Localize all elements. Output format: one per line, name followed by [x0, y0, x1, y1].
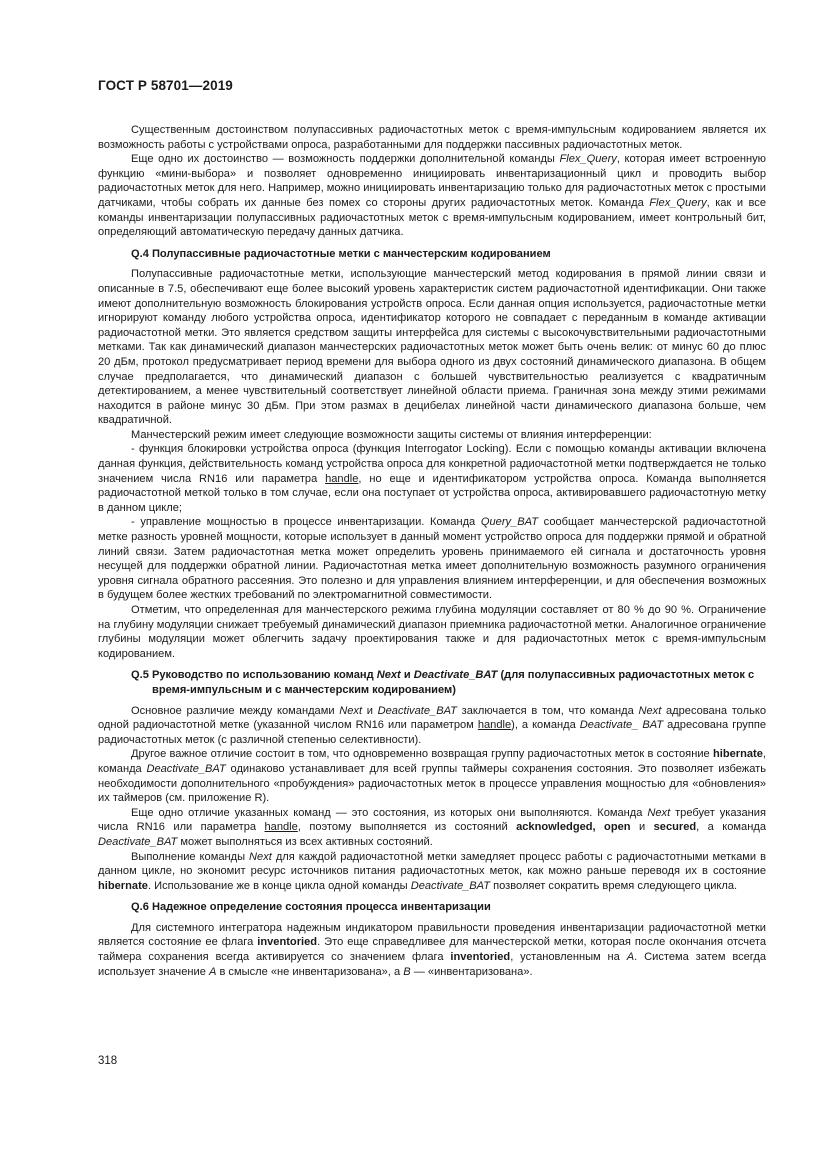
- paragraph-q4-manchester: Полупассивные радиочастотные метки, использующие манчестерский метод кодирования в прямой линии связи и описанные в 7.5, обеспечивают еще более высокий уровень характеристик систем радиочастотной идентификации. Они также имеют дополнительную возможность блокирования устройств опроса. Если данная опция используется, радиочастотные метки игнорируют команду любого устройства опроса, идентификатор которого не совпадает с переданным в команде активации радиочастотной метки. Это является средством защиты интерфейса для системы с высокочувствительными радиочастотными метками. Так как динамический диапазон манчестерских радиочастотных меток может быть очень велик: от минус 60 до плюс 20 дБм, протокол предусматривает период времени для выбора одного из двух состояний динамического диапазона. В общем случае предполагается, что динамический диапазон с большей чувствительностью реализуется с квадратичным детектированием, а менее чувствительный соответствует линейной области приема. Граничная зона между этими режимами находится в районе минус 30 дБм. При этом размах в децибелах линейной части динамического диапазона больше, чем квадратичной.: [98, 268, 766, 427]
- paragraph-q5-next: Выполнение команды Next для каждой радиочастотной метки замедляет процесс работы с радиочастотными метками в данном цикле, но экономит ресурс источников питания радиочастотных меток, как можно раньше переводя их в состояние hibernate. Использование же в конце цикла одной команды Deactivate_BAT позволяет сократить время следующего цикла.: [98, 850, 766, 892]
- paragraph-q4-power: - управление мощностью в процессе инвентаризации. Команда Query_BAT сообщает манчестерской радиочастотной метке разность уровней мощности, которые использует в данный момент устройство опроса для поддержки прямой и обратной линий связи. Затем радиочастотная метка может определить уровень принимаемого ей сигнала и достаточность уровня несущей для поддержки обратной линии. Радиочастотная метка имеет дополнительную возможность разумного ограничения уровня сигнала обратного рассеяния. Это полезно и для управления влиянием интерференции, и для обеспечения возможных в будущем более жестких требований по электромагнитной совместимости.: [98, 516, 766, 602]
- paragraph-q6-inventoried: Для системного интегратора надежным индикатором правильности проведения инвентаризации радиочастотной метки является состояние ее флага inventoried. Это еще справедливее для манчестерской метки, которая после окончания отсчета таймера сохранения всегда активируется со значением флага inventoried, установленным на А. Система затем всегда использует значение А в смысле «не инвентаризована», а В — «инвентаризована».: [98, 921, 767, 978]
- paragraph-q4-locking: - функция блокировки устройства опроса (функция Interrogator Locking). Если с помощью команды активации включена данная функция, действительность команд устройства опроса для конкретной радиочастотной метки подтверждается не только значением числа RN16 или параметра handle, но еще и идентификатором устройства опроса. Команда выполняется радиочастотной меткой только в том случае, если она поступает от устройства опроса, активировавшего радиочастотную метку в данном цикле;: [98, 443, 766, 514]
- section-heading-q5: Q.5 Руководство по использованию команд Next и Deactivate_BAT (для полупассивных радиочастотных меток с время-импульсным и с манчестерским кодированием): [131, 669, 755, 696]
- paragraph-intro: Существенным достоинством полупассивных радиочастотных меток с время-импульсным кодированием является их возможность работы с устройствами опроса, разработанными для поддержки пассивных радиочастотных меток.: [98, 124, 766, 151]
- paragraph-q5-hibernate: Другое важное отличие состоит в том, что одновременно возвращая группу радиочастотных меток в состояние hibernate, команда Deactivate_BAT одинаково устанавливает для всей группы таймеры сохранения состояния. Это позволяет избежать необходимости дополнительного «пробуждения» радиочастотных меток в процессе управления мощностью для «обновления» их таймеров (см. приложение R).: [98, 748, 766, 805]
- section-heading-q6: Q.6 Надежное определение состояния процесса инвентаризации: [131, 901, 491, 914]
- paragraph-q5-states: Еще одно отличие указанных команд — это состояния, из которых они выполняются. Команда Next требует указания числа RN16 или параметра handle, поэтому выполняется из состояний acknowledged, open и secured, а команда Deactivate_BAT может выполняться из всех активных состояний.: [98, 806, 766, 848]
- paragraph-flex-query: Еще одно их достоинство — возможность поддержки дополнительной команды Flex_Query, которая имеет встроенную функцию «мини-выбора» и позволяет одновременно инициировать инвентаризационный цикл и проводить выбор радиочастотных меток для него. Например, можно инициировать инвентаризацию только для радиочастотных меток с простыми датчиками, чтобы собрать их данные без помех со стороны других радиочастотных меток. Команда Flex_Query, как и все команды инвентаризации полупассивных радиочастотных меток с время-импульсным кодированием, имеет контрольный бит, определяющий автоматическую передачу данных датчика.: [98, 153, 767, 239]
- section-heading-q4: Q.4 Полупассивные радиочастотные метки с манчестерским кодированием: [131, 247, 551, 260]
- paragraph-q4-protection: Манчестерский режим имеет следующие возможности защиты системы от влияния интерференции:: [131, 428, 652, 441]
- document-body: [98, 123, 766, 979]
- document-code-header: ГОСТ Р 58701—2019: [98, 78, 233, 93]
- paragraph-q4-modulation: Отметим, что определенная для манчестерского режима глубина модуляции составляет от 80 % до 90 %. Ограничение на глубину модуляции снижает требуемый динамический диапазон приемника радиочастотной метки. Аналогичное ограничение глубины модуляции может облегчить задачу проектирования также и для радиочастотных меток с время-импульсным кодированием.: [98, 604, 766, 660]
- paragraph-q5-difference: Основное различие между командами Next и Deactivate_BAT заключается в том, что команда Next адресована только одной радиочастотной метке (указанной числом RN16 или параметром handle), а команда Deactivate_ BAT адресована группе радиочастотных меток (с различной степенью селективности).: [98, 704, 767, 746]
- page-number: 318: [98, 1055, 118, 1067]
